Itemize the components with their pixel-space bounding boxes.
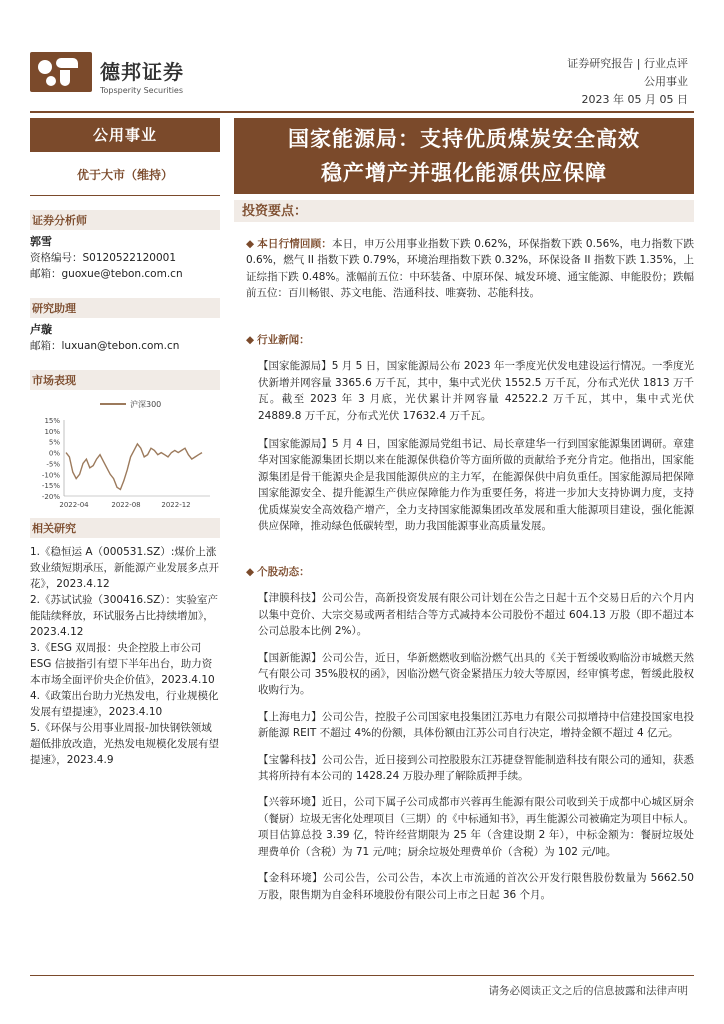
market-review-body: 本日，申万公用事业指数下跌 0.62%，环保指数下跌 0.56%，电力指数下跌 0.6%，燃气 II 指数下跌 0.79%，环境治理指数下跌 0.32%，环保设备 II 指数下跌 1.35%，上证综指下跌 0.48%。涨幅前五位：中环装备、中原环保、城发环境、通宝能源、申能股份；跌幅前五位：百川畅银、苏文电能、浩通科技、唯赛勃、芯能科技。 [246, 238, 694, 300]
x-tick-label: 2022-04 [59, 501, 89, 509]
company-item: 【兴蓉环境】近日，公司下属子公司成都市兴蓉再生能源有限公司收到关于成都中心城区厨余（餐厨）垃圾无害化处理项目（三期）的《中标通知书》，再生能源公司被确定为项目中标人。项目估算总投 3.39 亿，特许经营期限为 25 年（含建设期 2 年），中标金额为：餐厨垃圾处理费单价（含税）为 71 元/吨；厨余垃圾处理费单价（含税）为 102 元/吨。 [258, 796, 694, 858]
analyst-cert: 资格编号：S0120522120001 [30, 252, 177, 264]
y-tick-label: 10% [44, 427, 60, 436]
y-tick-label: 5% [48, 438, 60, 447]
logo-mark [30, 52, 92, 92]
y-tick-label: 0% [48, 449, 60, 458]
invest-title: 投资要点： [242, 204, 308, 219]
title-line-1: 国家能源局：支持优质煤炭安全高效 [288, 127, 640, 151]
report-date: 2023 年 05 月 05 日 [581, 93, 688, 106]
legend-label: 沪深300 [130, 400, 162, 409]
related-item[interactable]: 1.《稳恒运 A（000531.SZ）:煤价上涨致业绩短期承压，新能源产业发展多点开花》，2023.4.12 [30, 546, 219, 590]
assistant-email[interactable]: 邮箱：luxuan@tebon.com.cn [30, 340, 180, 352]
analyst-name: 郭雪 [30, 235, 52, 248]
footer-divider [30, 975, 694, 976]
company-news-head: 个股动态： [257, 566, 310, 578]
analyst-section-title: 证券分析师 [30, 210, 220, 230]
industry-news [246, 332, 694, 534]
series-line-hs300 [66, 444, 202, 490]
company-item: 【国新能源】公司公告，近日，华新燃燃收到临汾燃气出具的《关于暂缓收购临汾市城燃天然气有限公司 35%股权的函》，因临汾燃气资金紧措压力较大等原因，经审慎考虑，暂缓此股权收购行为。 [258, 651, 694, 697]
bullet-icon: ◆ [246, 566, 255, 578]
market-review [246, 236, 694, 302]
market-section-title: 市场表现 [30, 370, 220, 390]
related-item[interactable]: 4.《政策出台助力光热发电，行业规模化发展有望提速》，2023.4.10 [30, 690, 219, 718]
logo-en: Topsperity Securities [100, 86, 184, 95]
industry-news-head: 行业新闻： [257, 334, 310, 346]
y-tick-label: 15% [44, 417, 60, 425]
header-divider [30, 111, 694, 113]
logo-cn: 德邦证券 [100, 60, 184, 84]
y-tick-label: -10% [41, 471, 60, 480]
left-column [30, 118, 220, 768]
market-review-head: 本日行情回顾： [257, 238, 332, 250]
report-sector: 公用事业 [644, 75, 688, 88]
rating-divider [30, 195, 220, 196]
bullet-icon: ◆ [246, 238, 255, 250]
related-item[interactable]: 5.《环保与公用事业周报-加快钢铁领域超低排放改造，光热发电规模化发展有望提速》，2023.4.9 [30, 722, 219, 766]
x-tick-label: 2022-08 [111, 501, 141, 509]
company-item: 【津膜科技】公司公告，高新投资发展有限公司计划在公告之日起十五个交易日后的六个月内以集中竞价、大宗交易或两者相结合等方式减持本公司股份不超过 604.13 万股（即不超过本公司总股本比例 2%）。 [258, 592, 694, 638]
rating: 优于大市（维持） [76, 168, 173, 182]
related-item[interactable]: 2.《苏试试验（300416.SZ）：实验室产能陆续释放，环试服务占比持续增加》，2023.4.12 [30, 594, 219, 638]
related-item[interactable]: 3.《ESG 双周报：央企控股上市公司 ESG 信披指引有望下半年出台，助力资本市场全面评价央企价值》，2023.4.10 [30, 642, 215, 686]
title-line-2: 稳产增产并强化能源供应保障 [321, 161, 607, 185]
report-header [567, 55, 688, 109]
related-section-title: 相关研究 [30, 518, 220, 538]
logo [100, 56, 184, 95]
invest-header [234, 200, 694, 222]
report-type: 证券研究报告 | 行业点评 [567, 57, 688, 70]
report-title [234, 118, 694, 194]
y-tick-label: -5% [46, 460, 60, 469]
bullet-icon: ◆ [246, 334, 255, 346]
company-item: 【宝馨科技】公司公告，近日接到公司控股股东江苏捷登智能制造科技有限公司的通知，获悉其将所持有本公司的 1428.24 万股办理了解除质押手续。 [258, 753, 694, 783]
company-news [246, 564, 694, 903]
market-chart [30, 392, 220, 512]
y-tick-label: -20% [41, 493, 60, 501]
news-item: 【国家能源局】5 月 5 日，国家能源局公布 2023 年一季度光伏发电建设运行情况。一季度光伏新增并网容量 3365.6 万千瓦，其中，集中式光伏 1552.5 万千瓦，分布式光伏 1813 万千瓦。截至 2023 年 3 月底，光伏累计并网容量 42522.2 万千瓦，其中，集中式光伏 24889.8 万千瓦，分布式光伏 17632.4 万千瓦。 [258, 360, 694, 422]
x-tick-label: 2022-12 [161, 501, 191, 509]
assistant-name: 卢璇 [30, 323, 52, 336]
footer-disclaimer[interactable]: 请务必阅读正文之后的信息披露和法律声明 [488, 985, 688, 997]
assistant-section-title: 研究助理 [30, 298, 220, 318]
company-item: 【上海电力】公司公告，控股子公司国家电投集团江苏电力有限公司拟增持中信建投国家电投新能源 REIT 不超过 4%的份额，具体份额由江苏公司自行决定，增持金额不超过 4 亿元。 [258, 710, 694, 740]
sector-box: 公用事业 [30, 118, 220, 152]
related-list [30, 544, 220, 768]
company-item: 【金科环境】公司公告，公司公告，本次上市流通的首次公开发行限售股份数量为 5662.50 万股，限售期为自金科环境股份有限公司上市之日起 36 个月。 [258, 872, 694, 901]
y-tick-label: -15% [41, 482, 60, 491]
analyst-email[interactable]: 邮箱：guoxue@tebon.com.cn [30, 268, 183, 280]
news-item: 【国家能源局】5 月 4 日，国家能源局党组书记、局长章建华一行到国家能源集团调研。章建华对国家能源集团长期以来在能源保供稳价等方面所做的贡献给予充分肯定。他指出，国家能源集团是骨干能源央企是我国能源供应的主力军，在能源保供中肩负重任。国家能源局把保障国家能源安全、提升能源生产供应保障能力作为重要任务，将进一步加大支持协调力度，支持优质煤炭安全高效稳产增产，全力支持国家能源集团改革发展和重大能源项目建设，强化能源供应保障，推动绿色低碳转型，助力我国能源事业高质量发展。 [258, 438, 694, 533]
